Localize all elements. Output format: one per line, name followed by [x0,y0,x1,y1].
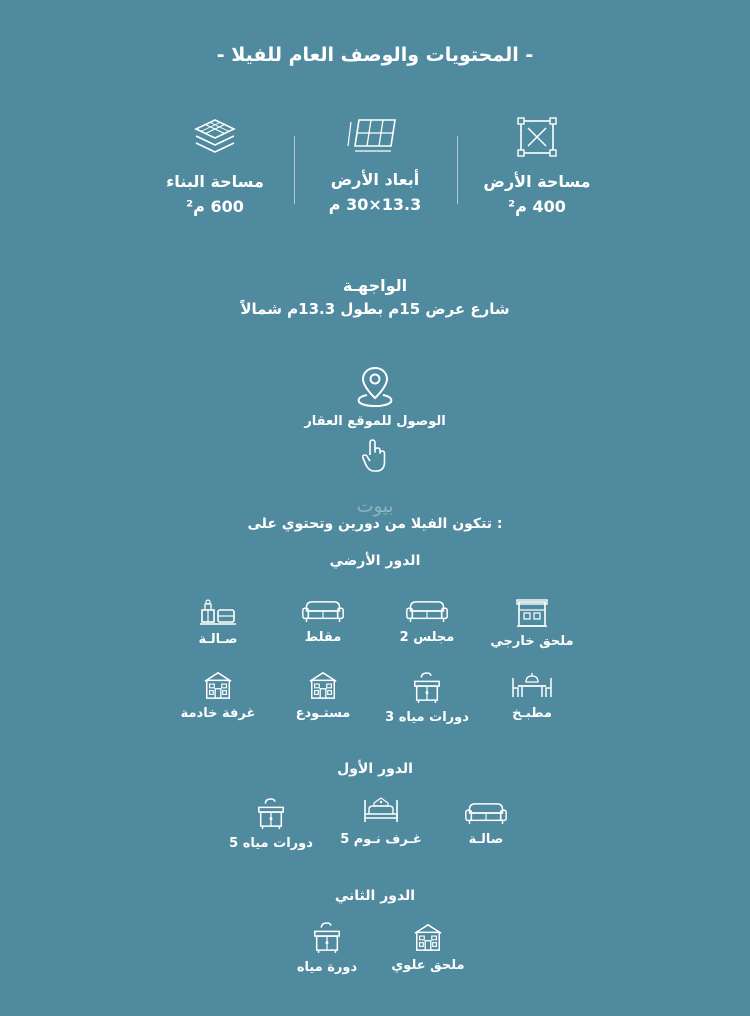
stat-land-dimensions [290,116,460,214]
item-label: مطبـخ [512,706,552,721]
list-item [262,920,392,975]
house-icon [307,670,339,700]
item-label: 3 دورات مياه [385,710,469,725]
house-icon [412,922,444,952]
bed-icon [361,796,401,826]
location-label: الوصول للموقع العقار [304,414,446,429]
bathroom-sink-icon [312,920,342,954]
item-label: ملحق علوي [391,958,465,973]
villa-intro: تتكون الفيلا من دورين وتحتوي على : [247,516,503,532]
sofa-icon [301,598,345,624]
page-title: - المحتويات والوصف العام للفيلا - [216,44,534,66]
stat-label: أبعاد الأرض [330,170,420,189]
item-label: غرفة خادمة [180,706,256,721]
sofa-icon [405,598,449,624]
stat-label: مساحة البناء [166,172,264,191]
stat-value: 13.3×30 م [328,195,422,214]
first-floor-heading: الدور الأول [337,761,413,777]
bathroom-sink-icon [256,796,286,830]
item-label: 5 غـرف نـوم [340,832,422,847]
location-link[interactable] [300,364,450,473]
location-pin-icon [353,364,397,408]
item-label: دورة مياه [296,960,358,975]
bathroom-sink-icon [412,670,442,704]
facade-heading: الواجهـة [342,276,408,295]
stat-building-area [130,116,300,216]
item-label: مستـودع [295,706,351,721]
item-label: 2 مجلس [399,630,455,645]
item-label: ملحق خارجي [490,634,574,649]
item-label: 5 دورات مياه [229,836,313,851]
building-area-icon [192,116,238,158]
land-area-icon [516,116,558,158]
list-item [153,670,283,721]
land-dimensions-icon [345,116,405,156]
sofa-icon [464,800,508,826]
stat-value: 600 م² [186,197,244,216]
second-floor-heading: الدور الثاني [334,888,416,904]
list-item [206,796,336,851]
ground-floor-heading: الدور الأرضي [329,553,421,569]
stat-land-area [452,116,622,216]
house-icon [202,670,234,700]
list-item [153,598,283,647]
annex-building-icon [515,598,549,628]
hand-pointer-icon [361,439,389,473]
dining-table-icon [510,670,554,700]
living-room-icon [198,598,238,626]
item-label: صالـة [468,832,504,847]
facade-text: شارع عرض 15م بطول 13.3م شمالاً [240,300,510,318]
stat-value: 400 م² [508,197,566,216]
item-label: مقلط [304,630,342,645]
item-label: صـالـة [198,632,238,647]
watermark: بيوت [356,496,394,517]
stat-label: مساحة الأرض [483,172,591,191]
